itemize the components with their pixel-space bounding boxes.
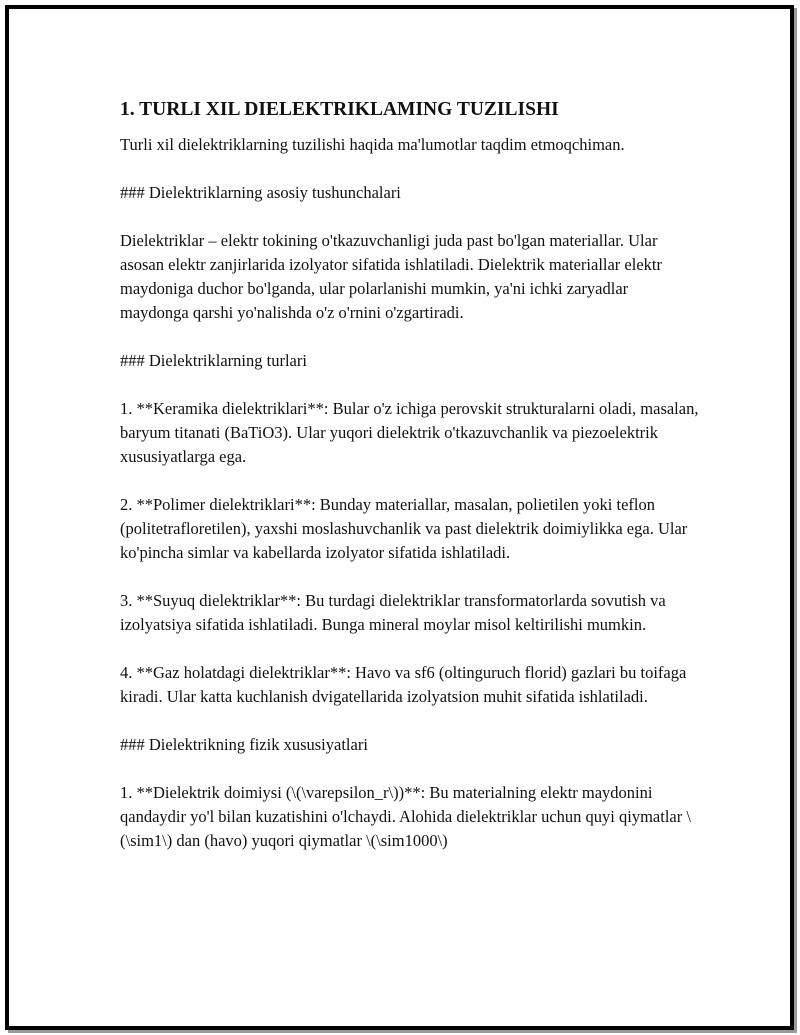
list-item-ceramic: 1. **Keramika dielektriklari**: Bular o'z ichiga perovskit strukturalarni oladi, masalan, baryum titanati (BaTiO3). Ular yuqori dielektrik o'tkazuvchanlik va piezoelektrik xususiyatlarga ega. bbox=[120, 399, 699, 466]
list-item-liquid: 3. **Suyuq dielektriklar**: Bu turdagi dielektriklar transformatorlarda sovutish va izolyatsiya sifatida ishlatiladi. Bunga mineral moylar misol keltirilishi mumkin. bbox=[120, 591, 666, 634]
document-page bbox=[5, 5, 794, 1030]
intro-paragraph: Turli xil dielektriklarning tuzilishi haqida ma'lumotlar taqdim etmoqchiman. bbox=[120, 135, 625, 154]
list-item-polymer: 2. **Polimer dielektriklari**: Bunday materiallar, masalan, polietilen yoki teflon (politetrafloretilen), yaxshi moslashuvchanlik va past dielektrik doimiylikka ega. Ular ko'pincha simlar va kabellarda izolyator sifatida ishlatiladi. bbox=[120, 495, 688, 562]
section-heading-basic-concepts: ### Dielektriklarning asosiy tushunchalari bbox=[120, 183, 401, 202]
document-body bbox=[120, 97, 700, 877]
list-item-gas: 4. **Gaz holatdagi dielektriklar**: Havo va sf6 (oltinguruch florid) gazlari bu toifaga kiradi. Ular katta kuchlanish dvigatellarida izolyatsion muhit sifatida ishlatiladi. bbox=[120, 663, 687, 706]
document-title: 1. TURLI XIL DIELEKTRIKLAMING TUZILISHI bbox=[120, 99, 559, 120]
list-item-dielectric-constant: 1. **Dielektrik doimiysi (\(\varepsilon_r\))**: Bu materialning elektr maydonini qandaydir yo'l bilan kuzatishini o'lchaydi. Alohida dielektriklar uchun quyi qiymatlar \(\sim1\) dan (havo) yuqori qiymatlar \(\sim1000\) bbox=[120, 783, 691, 850]
section-heading-types: ### Dielektriklarning turlari bbox=[120, 351, 307, 370]
section-heading-physical-properties: ### Dielektrikning fizik xususiyatlari bbox=[120, 735, 368, 754]
definition-paragraph: Dielektriklar – elektr tokining o'tkazuvchanligi juda past bo'lgan materiallar. Ular asosan elektr zanjirlarida izolyator sifatida ishlatiladi. Dielektrik materiallar elektr maydoniga duchor bo'lganda, ular polarlanishi mumkin, ya'ni ichki zaryadlar maydonga qarshi yo'nalishda o'z o'rnini o'zgartiradi. bbox=[120, 231, 662, 322]
